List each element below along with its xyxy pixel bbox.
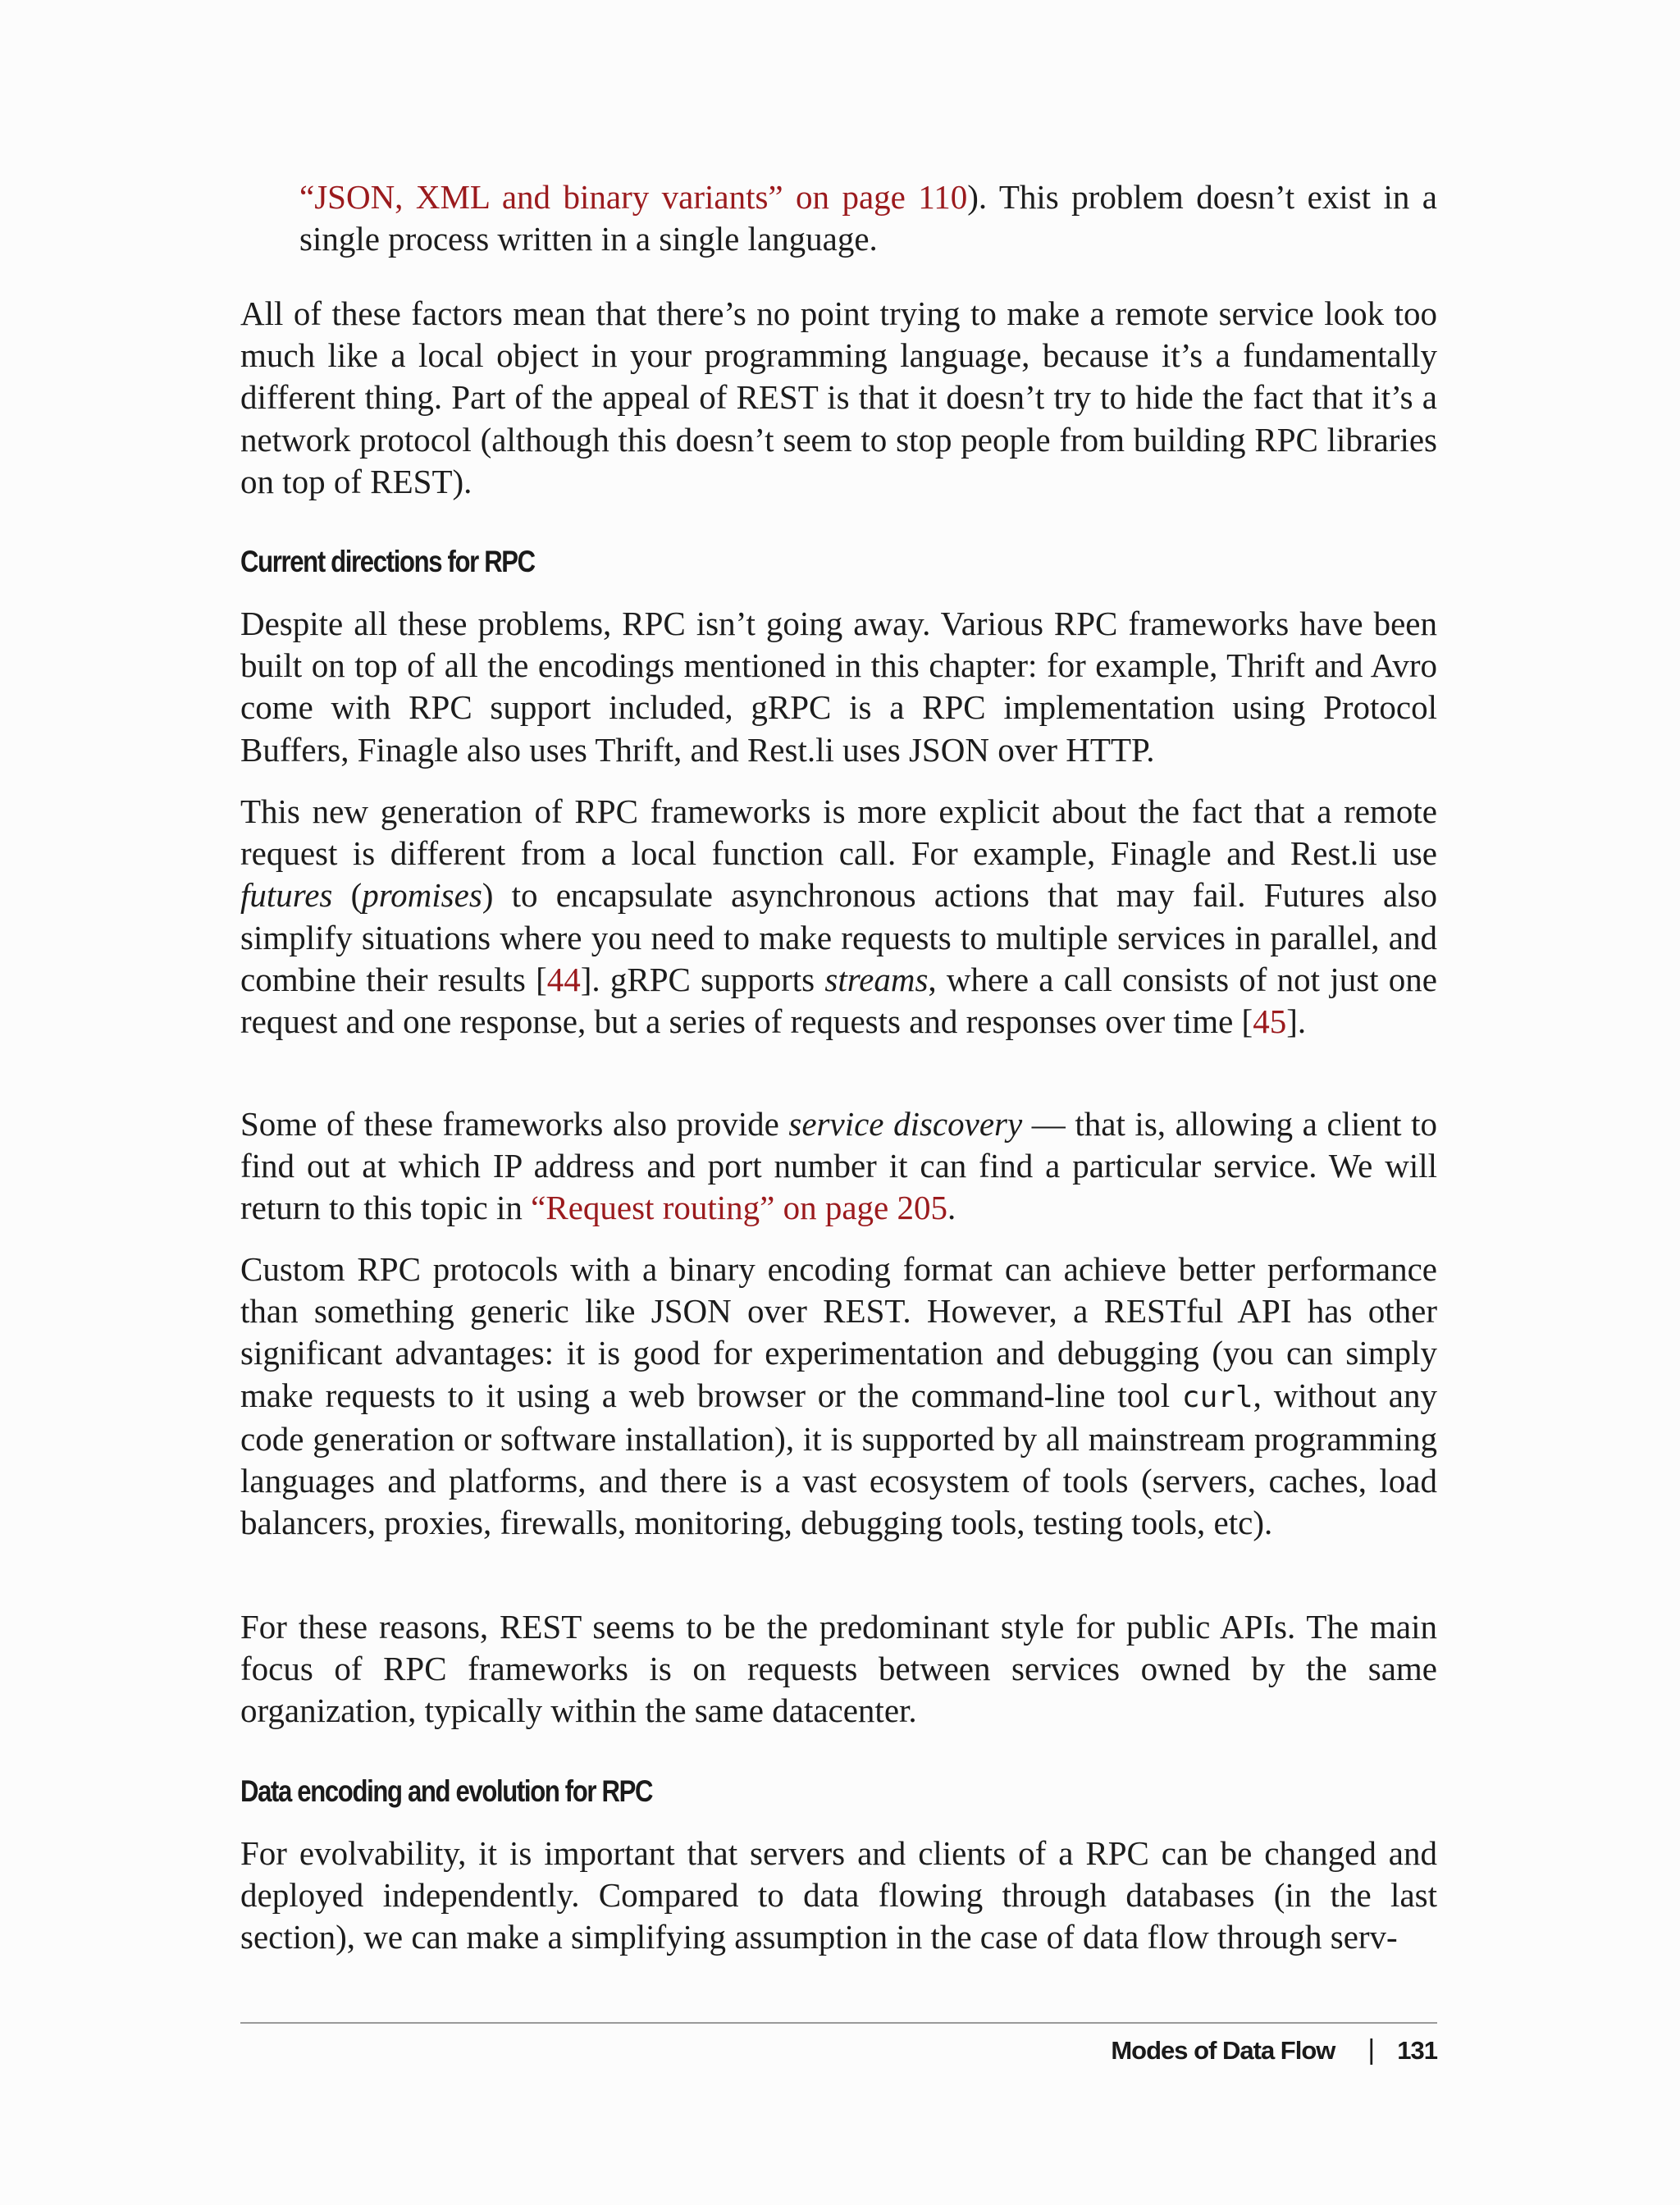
text-run: — that is, allowing a client to find out at which IP address and port number it can find a particular service. We will return to this topic in — [240, 1105, 1438, 1227]
page-footer — [1111, 2034, 1437, 2066]
citation-link-45[interactable]: 45 — [1253, 1002, 1287, 1041]
footer-separator: | — [1367, 2034, 1375, 2066]
body-text: For evolvability, it is important that servers and clients of a RPC can be changed and deployed independently. Compared to data flowing through databases (in the last section), we can make a simplifying assumption in the case of data flow through serv- — [240, 1834, 1437, 1956]
continuation-paragraph — [299, 176, 1437, 260]
text-run: Some of these frameworks also provide — [240, 1105, 789, 1143]
continuation-text: ). This problem doesn’t exist in a single process written in a single language. — [299, 178, 1437, 258]
text-run: ( — [332, 876, 363, 915]
cross-reference-link[interactable]: “Request routing” on page 205 — [531, 1189, 947, 1227]
list-item-continuation — [299, 176, 1437, 260]
text-run: Custom RPC protocols with a binary encoding format can achieve better performance than something generic like JSON over REST. However, a RESTful API has other significant advantages: it is good for experimentation and debugging (you can simply make requests to it using a web browser or the command-line tool — [240, 1250, 1437, 1414]
paragraph-4 — [240, 1103, 1437, 1230]
paragraph-1 — [240, 293, 1437, 503]
cross-reference-link[interactable]: “JSON, XML and binary variants” on page 110 — [299, 178, 968, 216]
text-run: ]. gRPC supports — [580, 960, 825, 998]
body-text: All of these factors mean that there’s no point trying to make a remote service look too much like a local object in your programming language, because it’s a fundamentally different thing. Part of the appeal of REST is that it doesn’t try to hide the fact that it’s a network protocol (although this doesn’t seem to stop people from building RPC libraries on top of REST). — [240, 294, 1437, 500]
paragraph-5 — [240, 1249, 1437, 1544]
text-run: , without any code generation or software installation), it is supported by all mainstream programming languages and platforms, and there is a vast ecosystem of tools (servers, caches, load balancers, proxies, firewalls, monitoring, debugging tools, testing tools, etc). — [240, 1376, 1437, 1542]
citation-link-44[interactable]: 44 — [546, 960, 581, 998]
page-number: 131 — [1397, 2035, 1437, 2065]
emphasis-term: futures — [240, 876, 333, 915]
text-run: , where a call consists of not just one request and one response, but a series of requests and responses over time [ — [240, 960, 1437, 1041]
body-text — [240, 791, 1437, 1043]
body-text — [240, 1249, 1437, 1544]
section-heading-data-encoding: Data encoding and evolution for RPC — [240, 1774, 653, 1808]
paragraph-7 — [240, 1833, 1437, 1959]
emphasis-term: streams — [824, 960, 929, 998]
footer-divider — [240, 2022, 1437, 2024]
emphasis-term: promises — [362, 876, 482, 915]
text-run: . — [947, 1189, 956, 1227]
text-run: ) to encapsulate asynchronous actions that may fail. Futures also simplify situations where you need to make requests to multiple services in parallel, and combine their results [ — [240, 876, 1437, 998]
text-run: ]. — [1286, 1002, 1307, 1041]
body-text: For these reasons, REST seems to be the predominant style for public APIs. The main focus of RPC frameworks is on requests between services owned by the same organization, typically within the same datacenter. — [240, 1608, 1437, 1730]
inline-code: curl — [1181, 1380, 1253, 1414]
section-heading-current-directions: Current directions for RPC — [240, 545, 535, 578]
footer-section-title: Modes of Data Flow — [1111, 2035, 1335, 2065]
paragraph-6 — [240, 1606, 1437, 1732]
text-run: This new generation of RPC frameworks is more explicit about the fact that a remote request is different from a local function call. For example, Finagle and Rest.li use — [240, 792, 1437, 873]
body-text: Despite all these problems, RPC isn’t going away. Various RPC frameworks have been built on top of all the encodings mentioned in this chapter: for example, Thrift and Avro come with RPC support included, gRPC is a RPC implementation using Protocol Buffers, Finagle also uses Thrift, and Rest.li uses JSON over HTTP. — [240, 605, 1437, 769]
paragraph-2 — [240, 603, 1437, 771]
paragraph-3 — [240, 791, 1437, 1043]
emphasis-term: service discovery — [788, 1105, 1023, 1143]
body-text — [240, 1103, 1437, 1230]
